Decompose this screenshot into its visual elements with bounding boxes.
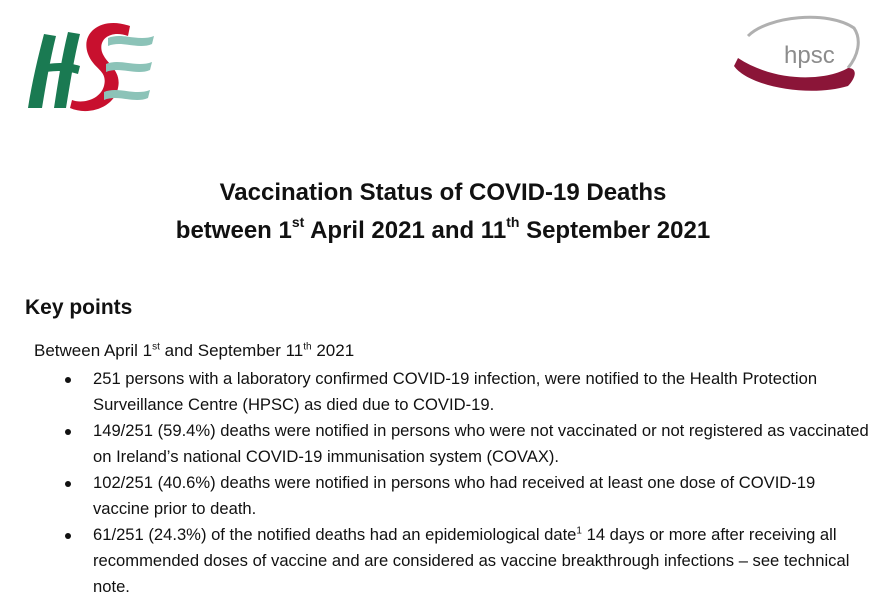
intro-sup-2: th bbox=[303, 341, 312, 353]
title-sup-2: th bbox=[506, 214, 520, 230]
title-line-2-part-2: April 2021 and 11 bbox=[304, 217, 507, 244]
title-sup-1: st bbox=[291, 214, 305, 230]
list-item bbox=[63, 470, 873, 522]
bullet-text-after: 14 days or more after receiving all recommended doses of vaccine and are considered as vaccine breakthrough infections – see technical note. bbox=[93, 525, 850, 596]
list-item bbox=[63, 418, 873, 470]
title-line-2 bbox=[0, 212, 886, 250]
bullet-dot-icon bbox=[65, 533, 71, 539]
intro-part-3: 2021 bbox=[311, 341, 355, 360]
bullet-text: 251 persons with a laboratory confirmed COVID-19 infection, were notified to the Health Protection Surveillance Centre (HPSC) as died due to COVID-19. bbox=[93, 369, 818, 414]
intro-sup-1: st bbox=[152, 341, 160, 353]
bullet-dot-icon bbox=[65, 377, 71, 383]
list-item bbox=[63, 366, 873, 418]
bullet-dot-icon bbox=[65, 429, 71, 435]
title-line-1: Vaccination Status of COVID-19 Deaths bbox=[219, 179, 667, 206]
key-points-heading: Key points bbox=[25, 296, 133, 319]
list-item bbox=[63, 522, 873, 600]
key-points-list bbox=[63, 366, 873, 600]
hpsc-logo-graphic bbox=[728, 6, 864, 98]
bullet-text: 149/251 (59.4%) deaths were notified in persons who were not vaccinated or not registered as vaccinated on Ireland’s national COVID-19 immunisation system (COVAX). bbox=[93, 421, 869, 466]
footnote-ref[interactable]: 1 bbox=[576, 525, 582, 537]
intro-part-2: and September 11 bbox=[159, 341, 304, 360]
hse-logo bbox=[22, 12, 162, 114]
bullet-text: 102/251 (40.6%) deaths were notified in persons who had received at least one dose of COVID-19 vaccine prior to death. bbox=[93, 473, 816, 518]
title-line-2-part-1: between 1 bbox=[175, 217, 292, 244]
hpsc-logo-text: hpsc bbox=[784, 42, 835, 69]
title-line-2-part-3: September 2021 bbox=[519, 217, 711, 244]
bullet-text-before: 61/251 (24.3%) of the notified deaths had an epidemiological date bbox=[93, 525, 577, 544]
document-title bbox=[0, 174, 886, 250]
intro-part-1: Between April 1 bbox=[34, 341, 153, 360]
hpsc-logo bbox=[728, 6, 864, 98]
intro-line bbox=[34, 340, 354, 362]
bullet-dot-icon bbox=[65, 481, 71, 487]
hse-logo-graphic bbox=[22, 12, 162, 114]
